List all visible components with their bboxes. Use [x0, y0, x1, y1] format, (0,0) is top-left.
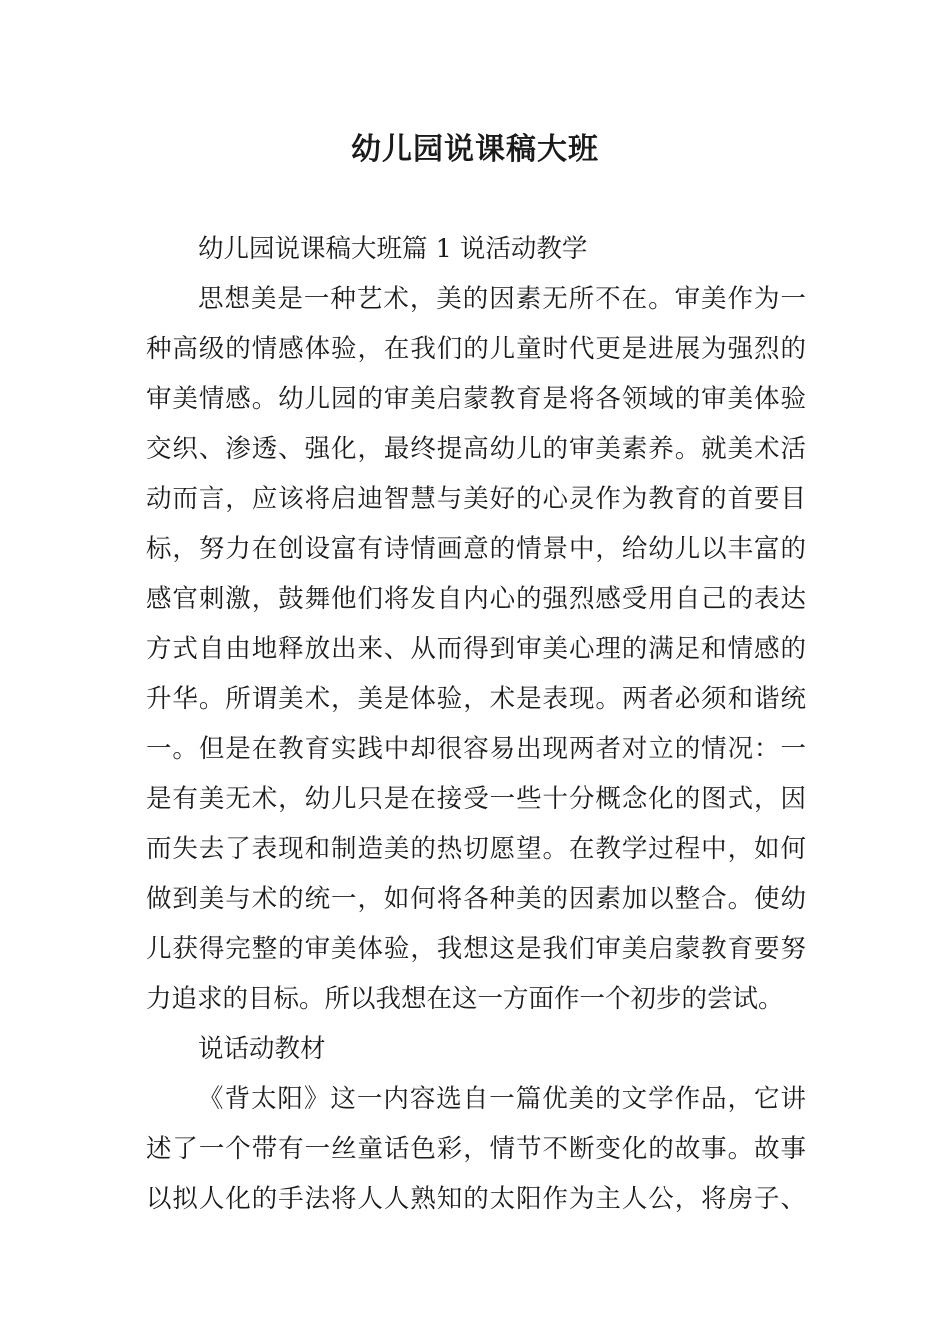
text-line: 思想美是一种艺术，美的因素无所不在。审美作为一: [198, 284, 806, 314]
text-line: 《背太阳》这一内容选自一篇优美的文学作品，它讲: [198, 1084, 806, 1114]
text-line: 述了一个带有一丝童话色彩，情节不断变化的故事。故事: [146, 1134, 806, 1164]
text-line: 种高级的情感体验，在我们的儿童时代更是进展为强烈的: [146, 334, 806, 364]
document-body: [146, 224, 806, 1224]
text-line: 一。但是在教育实践中却很容易出现两者对立的情况：一: [146, 734, 806, 764]
text-line: 升华。所谓美术，美是体验，术是表现。两者必须和谐统: [146, 684, 806, 714]
text-line: 交织、渗透、强化，最终提高幼儿的审美素养。就美术活: [146, 434, 806, 464]
text-line: 以拟人化的手法将人人熟知的太阳作为主人公，将房子、: [146, 1184, 806, 1214]
text-line: 幼儿园说课稿大班篇 1 说活动教学: [198, 234, 588, 264]
text-line: 说话动教材: [198, 1034, 326, 1064]
text-line: 方式自由地释放出来、从而得到审美心理的满足和情感的: [146, 634, 806, 664]
text-line: 而失去了表现和制造美的热切愿望。在教学过程中，如何: [146, 834, 806, 864]
document-title: 幼儿园说课稿大班: [351, 132, 599, 167]
text-line: 感官刺激，鼓舞他们将发自内心的强烈感受用自己的表达: [146, 584, 806, 614]
text-line: 审美情感。幼儿园的审美启蒙教育是将各领域的审美体验: [146, 384, 806, 414]
text-line: 动而言，应该将启迪智慧与美好的心灵作为教育的首要目: [146, 484, 806, 514]
text-line: 力追求的目标。所以我想在这一方面作一个初步的尝试。: [146, 984, 784, 1014]
text-line: 标，努力在创设富有诗情画意的情景中，给幼儿以丰富的: [146, 534, 806, 564]
text-line: 是有美无术，幼儿只是在接受一些十分概念化的图式，因: [146, 784, 806, 814]
text-line: 儿获得完整的审美体验，我想这是我们审美启蒙教育要努: [146, 934, 806, 964]
text-line: 做到美与术的统一，如何将各种美的因素加以整合。使幼: [146, 884, 806, 914]
